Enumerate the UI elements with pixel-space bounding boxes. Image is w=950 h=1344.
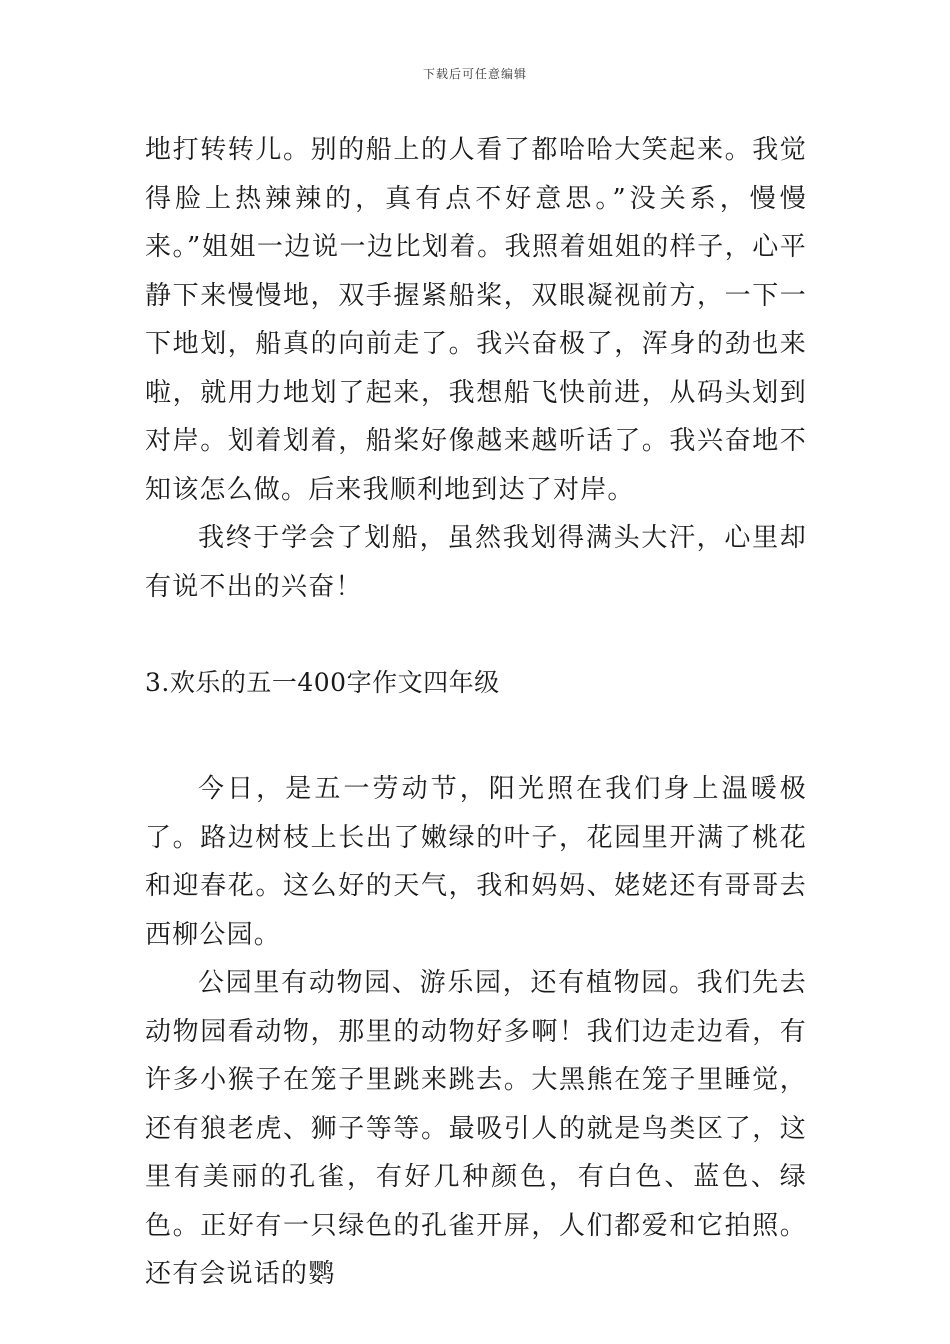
document-body <box>145 126 807 1299</box>
page-header-note: 下载后可任意编辑 <box>422 67 527 81</box>
paragraph-zoo-visit: 公园里有动物园、游乐园，还有植物园。我们先去动物园看动物，那里的动物好多啊！我们边走边看，有许多小猴子在笼子里跳来跳去。大黑熊在笼子里睡觉，还有狼老虎、狮子等等。最吸引人的就是鸟类区了，这里有美丽的孔雀，有好几种颜色，有白色、蓝色、绿色。正好有一只绿色的孔雀开屏，人们都爱和它拍照。还有会说话的鹦 <box>145 968 807 1289</box>
spacer <box>145 611 807 659</box>
section-heading: 3.欢乐的五一400字作文四年级 <box>145 668 500 697</box>
paragraph-rowing-conclusion: 我终于学会了划船，虽然我划得满头大汗，心里却有说不出的兴奋！ <box>145 523 807 602</box>
spacer <box>145 707 807 765</box>
paragraph-may-day-intro: 今日，是五一劳动节，阳光照在我们身上温暖极了。路边树枝上长出了嫩绿的叶子，花园里开满了桃花和迎春花。这么好的天气，我和妈妈、姥姥还有哥哥去西柳公园。 <box>145 774 807 950</box>
paragraph-rowing-story: 地打转转儿。别的船上的人看了都哈哈大笑起来。我觉得脸上热辣辣的，真有点不好意思。”没关系，慢慢来。”姐姐一边说一边比划着。我照着姐姐的样子，心平静下来慢慢地，双手握紧船桨，双眼凝视前方，一下一下地划，船真的向前走了。我兴奋极了，浑身的劲也来啦，就用力地划了起来，我想船飞快前进，从码头划到对岸。划着划着，船桨好像越来越听话了。我兴奋地不知该怎么做。后来我顺利地到达了对岸。 <box>145 135 807 505</box>
